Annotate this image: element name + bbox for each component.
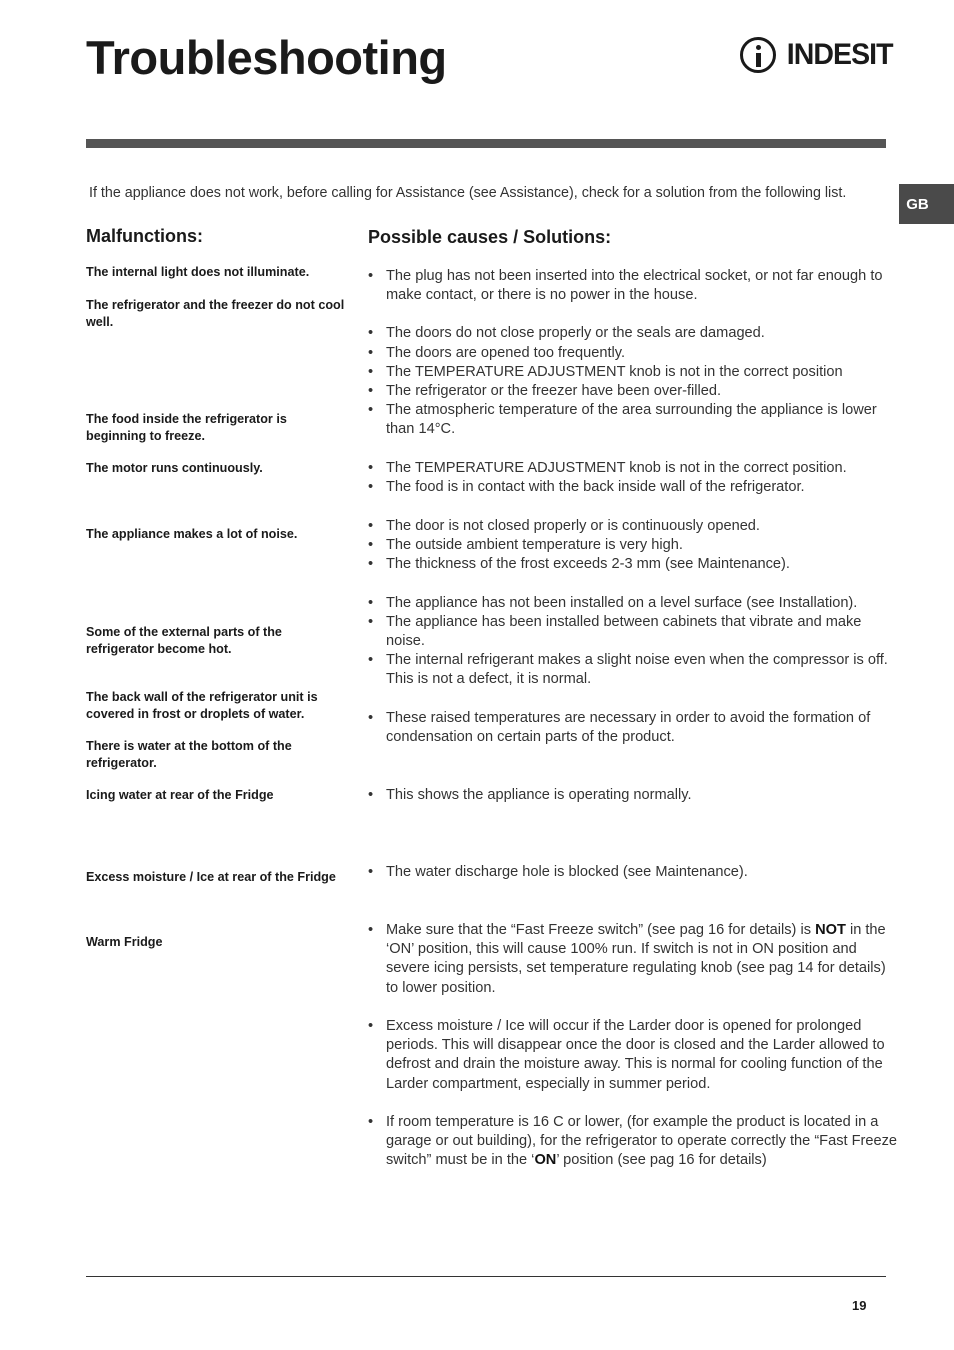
bullet-icon: • [368, 460, 374, 476]
malfunction-item: Warm Fridge [86, 935, 163, 949]
brand-logo [740, 34, 895, 76]
bullet-icon: • [368, 710, 374, 726]
solution-item [368, 478, 898, 497]
solution-text: The water discharge hole is blocked (see Maintenance). [386, 864, 748, 880]
solution-item [368, 401, 898, 439]
solution-item [368, 709, 898, 747]
solution-item [368, 363, 898, 382]
solution-text: The appliance has been installed between cabinets that vibrate and make noise. [386, 614, 862, 650]
solution-text: The outside ambient temperature is very high. [386, 537, 683, 553]
solution-item [368, 786, 898, 805]
malfunction-item: The appliance makes a lot of noise. [86, 527, 298, 541]
malfunction-item: There is water at the bottom of the refrigerator. [86, 739, 292, 770]
solution-text: The TEMPERATURE ADJUSTMENT knob is not in the correct position. [386, 460, 847, 476]
bullet-icon: • [368, 787, 374, 803]
bullet-icon: • [368, 595, 374, 611]
solution-text: The refrigerator or the freezer have been over-filled. [386, 383, 722, 399]
page-title: Troubleshooting [86, 31, 447, 84]
bullet-icon: • [368, 864, 374, 880]
solution-text: The thickness of the frost exceeds 2-3 mm (see Maintenance). [386, 556, 790, 572]
bullet-icon: • [368, 1114, 374, 1130]
malfunction-item: The internal light does not illuminate. [86, 265, 310, 279]
solution-item [368, 651, 898, 689]
malfunction-item: The back wall of the refrigerator unit is covered in frost or droplets of water. [86, 690, 318, 721]
bullet-icon: • [368, 518, 374, 534]
malfunction-item: The refrigerator and the freezer do not cool well. [86, 298, 345, 329]
bullet-icon: • [368, 325, 374, 341]
solution-text: The internal refrigerant makes a slight noise even when the compressor is off. This is not a defect, it is normal. [386, 652, 888, 688]
malfunction-item: The food inside the refrigerator is beginning to freeze. [86, 412, 287, 443]
solution-item [368, 459, 898, 478]
intro-text: If the appliance does not work, before calling for Assistance (see Assistance), check for a solution from the following list. [89, 185, 847, 201]
bullet-icon: • [368, 537, 374, 553]
bullet-icon: • [368, 383, 374, 399]
solution-text: The atmospheric temperature of the area surrounding the appliance is lower than 14°C. [386, 402, 877, 438]
malfunctions-heading: Malfunctions: [86, 226, 203, 246]
solution-text: The appliance has not been installed on a level surface (see Installation). [386, 595, 858, 611]
solution-text: The doors do not close properly or the seals are damaged. [386, 325, 765, 341]
solution-text: The food is in contact with the back inside wall of the refrigerator. [386, 479, 805, 495]
malfunction-item: Some of the external parts of the refrigerator become hot. [86, 625, 282, 656]
solutions-heading: Possible causes / Solutions: [368, 227, 612, 247]
solution-item [368, 1113, 898, 1171]
solution-text: If room temperature is 16 C or lower, (for example the product is located in a garage or out building), for the refrigerator to operate correctly the “Fast Freeze switch” must be in the ‘ON’ position (see pag 16 for details) [386, 1114, 898, 1169]
indesit-logo-icon [740, 37, 776, 73]
solution-text: This shows the appliance is operating normally. [386, 787, 692, 803]
solution-text: The doors are opened too frequently. [386, 345, 626, 361]
bullet-icon: • [368, 402, 374, 418]
solution-item [368, 555, 898, 574]
solution-item [368, 517, 898, 536]
solution-item [368, 863, 898, 882]
bullet-icon: • [368, 922, 374, 938]
bullet-icon: • [368, 479, 374, 495]
solution-item [368, 267, 898, 305]
bullet-icon: • [368, 556, 374, 572]
bullet-icon: • [368, 364, 374, 380]
bullet-icon: • [368, 614, 374, 630]
malfunction-item: Icing water at rear of the Fridge [86, 788, 274, 802]
bullet-icon: • [368, 345, 374, 361]
solution-item [368, 344, 898, 363]
solution-text: The door is not closed properly or is continuously opened. [386, 518, 760, 534]
brand-name: INDESIT [786, 38, 893, 71]
footer-divider [86, 1276, 886, 1277]
header-divider [86, 139, 886, 148]
solution-item [368, 1017, 898, 1094]
solution-text: The TEMPERATURE ADJUSTMENT knob is not in the correct position [386, 364, 843, 380]
bullet-icon: • [368, 652, 374, 668]
solution-item [368, 324, 898, 343]
solution-text: The plug has not been inserted into the electrical socket, or not far enough to make contact, or there is no power in the house. [386, 268, 883, 304]
solution-item [368, 921, 898, 998]
bullet-icon: • [368, 1018, 374, 1034]
malfunction-item: Excess moisture / Ice at rear of the Fridge [86, 870, 336, 884]
solution-text: Make sure that the “Fast Freeze switch” (see pag 16 for details) is NOT in the ‘ON’ position, this will cause 100% run. If switch is not in ON position and severe icing persists, set temperature regulating knob (see pag 14 for details) to lower position. [386, 922, 886, 996]
solution-item [368, 613, 898, 651]
malfunction-item: The motor runs continuously. [86, 461, 263, 475]
page-number: 19 [852, 1298, 867, 1313]
solution-item [368, 382, 898, 401]
solution-text: Excess moisture / Ice will occur if the Larder door is opened for prolonged periods. This will disappear once the door is closed and the Larder allowed to defrost and drain the moisture away. This is normal for cooling function of the Larder compartment, especially in summer period. [386, 1018, 885, 1092]
solution-text: These raised temperatures are necessary in order to avoid the formation of condensation on certain parts of the product. [386, 710, 871, 746]
language-tab: GB [899, 184, 954, 224]
solution-item [368, 594, 898, 613]
solution-item [368, 536, 898, 555]
bullet-icon: • [368, 268, 374, 284]
